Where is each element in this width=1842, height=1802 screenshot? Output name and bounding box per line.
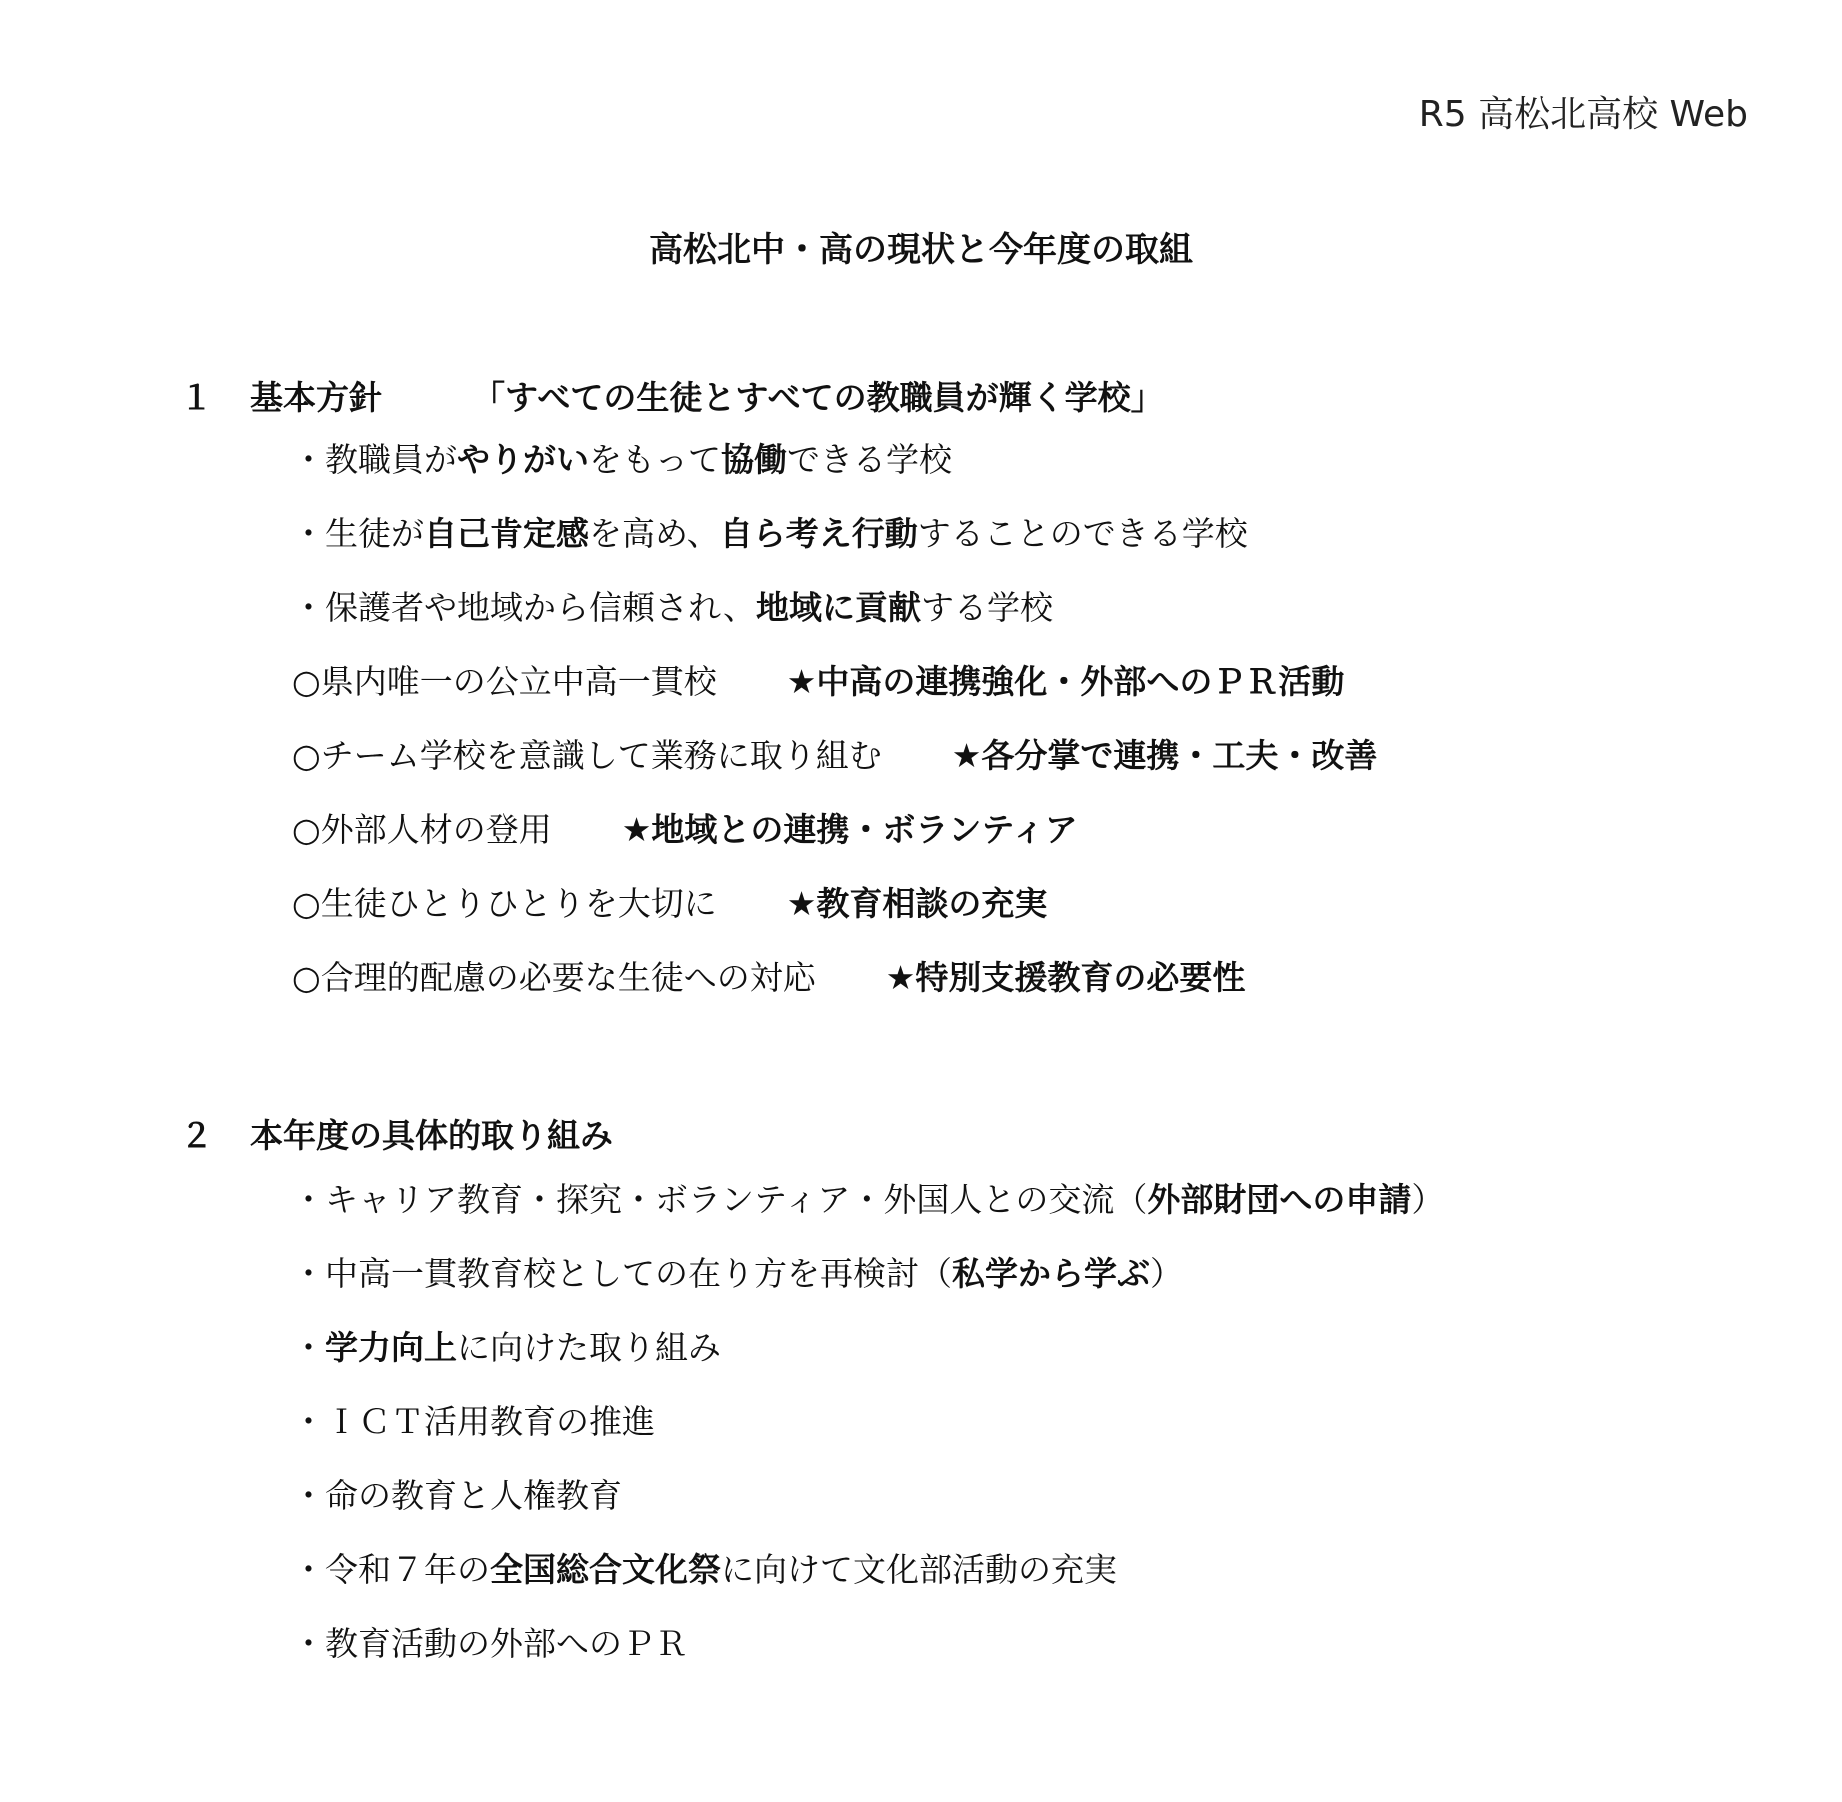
- text-run: ）: [1150, 1254, 1183, 1293]
- emphasis-text: 自ら考え行動: [719, 514, 918, 553]
- initiative-item: [292, 1328, 721, 1368]
- text-run: ・令和７年の: [292, 1550, 490, 1589]
- emphasis-text: やりがい: [457, 440, 589, 479]
- section-1-number: １: [180, 378, 213, 417]
- policy-item: [292, 958, 1245, 998]
- policy-item: [292, 884, 1047, 924]
- policy-item: [292, 810, 1078, 850]
- section-2-label: 本年度の具体的取り組み: [250, 1116, 613, 1155]
- text-run: ・キャリア教育・探究・ボランティア・外国人との交流（: [292, 1180, 1148, 1219]
- section-1-motto: 「すべての生徒とすべての教職員が輝く学校」: [472, 378, 1164, 417]
- header-note: R5 高松北高校 Web: [1418, 94, 1748, 135]
- text-run: を高め、: [589, 514, 720, 553]
- bullet-item: [292, 588, 1053, 628]
- text-run: ・ＩＣＴ活用教育の推進: [292, 1402, 655, 1441]
- bullet-item: [292, 514, 1248, 554]
- policy-action: ★中高の連携強化・外部へのＰＲ活動: [786, 662, 1345, 701]
- emphasis-text: 学力向上: [325, 1328, 457, 1367]
- initiative-item: [292, 1180, 1444, 1220]
- text-run: ・生徒が: [292, 514, 424, 553]
- text-run: に向けて文化部活動の充実: [721, 1550, 1117, 1589]
- policy-text: ○チーム学校を意識して業務に取り組む: [292, 736, 882, 775]
- text-run: ・命の教育と人権教育: [292, 1476, 622, 1515]
- initiative-item: [292, 1476, 622, 1516]
- policy-item: [292, 736, 1377, 776]
- bullet-item: [292, 440, 952, 480]
- policy-text: ○県内唯一の公立中高一貫校: [292, 662, 717, 701]
- text-run: できる学校: [787, 440, 952, 479]
- initiative-item: [292, 1550, 1117, 1590]
- emphasis-text: 私学から学ぶ: [952, 1254, 1150, 1293]
- policy-text: ○合理的配慮の必要な生徒への対応: [292, 958, 816, 997]
- policy-text: ○外部人材の登用: [292, 810, 552, 849]
- text-run: する学校: [920, 588, 1053, 627]
- emphasis-text: 地域に貢献: [755, 588, 921, 627]
- page-title: 高松北中・高の現状と今年度の取組: [649, 230, 1193, 270]
- text-run: ・: [292, 1328, 325, 1367]
- initiative-item: [292, 1402, 655, 1442]
- text-run: に向けた取り組み: [457, 1328, 721, 1367]
- initiative-item: [292, 1254, 1183, 1294]
- policy-action: ★教育相談の充実: [786, 884, 1048, 923]
- policy-action: ★特別支援教育の必要性: [885, 958, 1246, 997]
- text-run: することのできる学校: [917, 514, 1248, 553]
- emphasis-text: 全国総合文化祭: [490, 1550, 721, 1589]
- initiative-item: [292, 1624, 688, 1664]
- text-run: をもって: [589, 440, 721, 479]
- section-2-heading: [180, 1110, 613, 1157]
- text-run: ）: [1411, 1180, 1445, 1219]
- section-1-heading: [180, 372, 1164, 419]
- policy-action: ★地域との連携・ボランティア: [621, 810, 1078, 849]
- policy-item: [292, 662, 1344, 702]
- emphasis-text: 自己肯定感: [424, 514, 589, 553]
- emphasis-text: 外部財団への申請: [1147, 1180, 1412, 1219]
- text-run: ・中高一貫教育校としての在り方を再検討（: [292, 1254, 952, 1293]
- text-run: ・教職員が: [292, 440, 457, 479]
- section-1-label: 基本方針: [250, 378, 382, 417]
- section-2-number: ２: [180, 1116, 213, 1155]
- policy-text: ○生徒ひとりひとりを大切に: [292, 884, 717, 923]
- text-run: ・教育活動の外部へのＰＲ: [292, 1624, 688, 1663]
- policy-action: ★各分掌で連携・工夫・改善: [951, 736, 1378, 775]
- text-run: ・保護者や地域から信頼され、: [292, 588, 756, 627]
- emphasis-text: 協働: [721, 440, 787, 479]
